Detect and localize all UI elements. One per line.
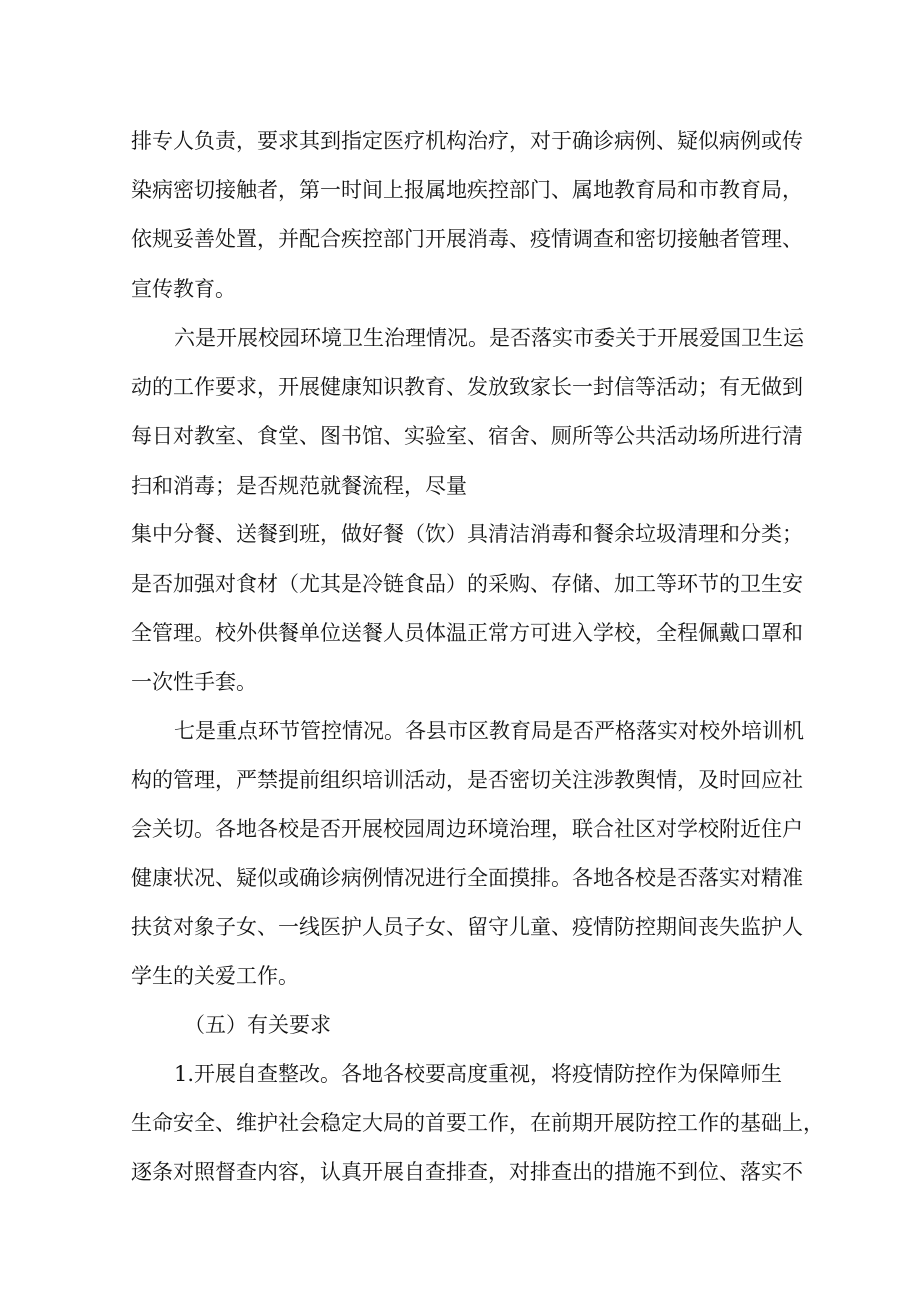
section-heading: （五）有关要求	[184, 1013, 331, 1037]
body-text-line: 每日对教室、食堂、图书馆、实验室、宿舍、厕所等公共活动场所进行清	[131, 424, 803, 448]
body-text-line: 染病密切接触者，第一时间上报属地疾控部门、属地教育局和市教育局，	[131, 178, 803, 202]
body-text-line: 依规妥善处置，并配合疾控部门开展消毒、疫情调查和密切接触者管理、	[131, 227, 803, 251]
body-text-line: 构的管理，严禁提前组织培训活动，是否密切关注涉教舆情，及时回应社	[131, 768, 803, 792]
body-text-line: 会关切。各地各校是否开展校园周边环境治理，联合社区对学校附近住户	[131, 817, 803, 841]
body-text-line: 扫和消毒；是否规范就餐流程，尽量	[131, 474, 467, 498]
body-text-line: 健康状况、疑似或确诊病例情况进行全面摸排。各地各校是否落实对精准	[131, 866, 803, 890]
requirement-one-first-line: 1.开展自查整改。各地各校要高度重视，将疫情防控作为保障师生	[174, 1062, 783, 1086]
body-text-line: 学生的关爱工作。	[131, 964, 299, 988]
body-text-line: 扶贫对象子女、一线医护人员子女、留守儿童、疫情防控期间丧失监护人	[131, 915, 803, 939]
body-text-line: 是否加强对食材（尤其是冷链食品）的采购、存储、加工等环节的卫生安	[131, 572, 803, 596]
body-text-line: 一次性手套。	[131, 670, 257, 694]
paragraph-seven-first-line: 七是重点环节管控情况。各县市区教育局是否严格落实对校外培训机	[174, 719, 804, 743]
body-text-line: 生命安全、维护社会稳定大局的首要工作，在前期开展防控工作的基础上，	[131, 1111, 824, 1135]
body-text-line: 逐条对照督查内容，认真开展自查排查，对排查出的措施不到位、落实不	[131, 1160, 803, 1184]
body-text-line: 宣传教育。	[131, 277, 236, 301]
paragraph-six-first-line: 六是开展校园环境卫生治理情况。是否落实市委关于开展爱国卫生运	[174, 326, 804, 350]
body-text-line: 集中分餐、送餐到班，做好餐（饮）具清洁消毒和餐余垃圾清理和分类；	[131, 522, 803, 546]
body-text-line: 全管理。校外供餐单位送餐人员体温正常方可进入学校，全程佩戴口罩和	[131, 621, 803, 645]
body-text-line: 动的工作要求，开展健康知识教育、发放致家长一封信等活动；有无做到	[131, 375, 803, 399]
body-text-line: 排专人负责，要求其到指定医疗机构治疗，对于确诊病例、疑似病例或传	[131, 129, 803, 153]
